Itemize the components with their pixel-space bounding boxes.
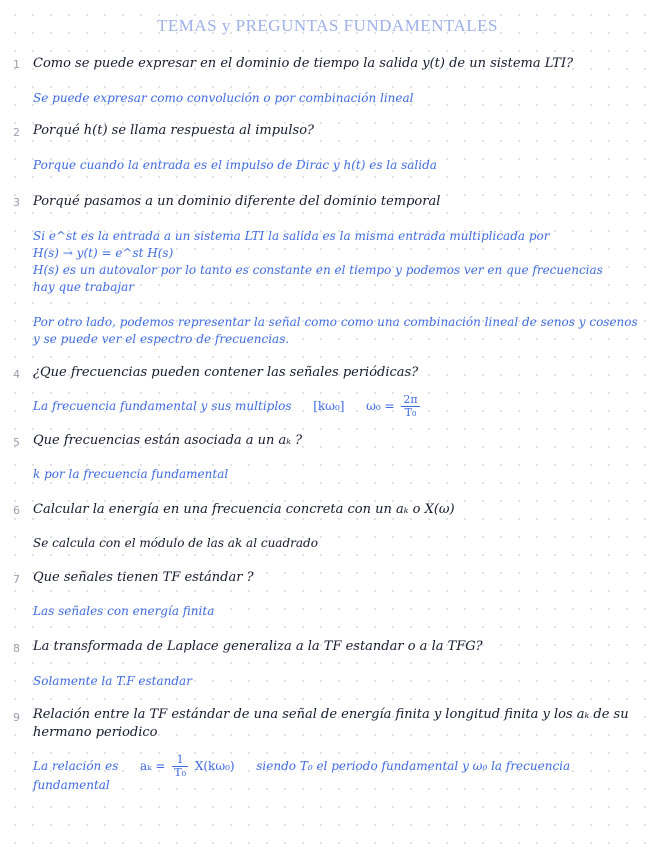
question-number: 4 — [13, 368, 20, 381]
answer-line: k por la frecuencia fundamental — [33, 467, 229, 481]
question-text: La transformada de Laplace generaliza a la TF estandar o a la TFG? — [33, 639, 483, 654]
question-text: Porqué pasamos a un dominio diferente del dominio temporal — [33, 194, 441, 209]
fraction-denominator: T₀ — [404, 406, 417, 419]
answer-line: Se calcula con el módulo de las ak al cuadrado — [33, 536, 318, 550]
answer-line: hay que trabajar — [33, 280, 134, 294]
answer-line: y se puede ver el espectro de frecuencias. — [33, 332, 290, 346]
answer-text — [33, 603, 645, 620]
question-number: 6 — [13, 504, 20, 517]
question-text: Relación entre la TF estándar de una señal de energía finita y longitud finita y los aₖ de su hermano periodico — [33, 707, 629, 740]
question-number: 8 — [13, 642, 20, 655]
question-number: 5 — [13, 436, 20, 449]
answer-line: Solamente la T.F estandar — [33, 674, 192, 688]
ak-lhs: aₖ = — [140, 759, 166, 773]
answer-text — [33, 754, 645, 779]
answer-text — [33, 90, 645, 107]
answer-line: Porque cuando la entrada es el impulso de Dirac y h(t) es la salida — [33, 158, 437, 172]
question-text: Como se puede expresar en el dominio de tiempo la salida y(t) de un sistema LTI? — [33, 56, 574, 71]
answer-text — [33, 673, 645, 690]
answer-text — [33, 314, 645, 348]
answer-text — [33, 228, 645, 296]
answer-line: Por otro lado, podemos representar la señal como como una combinación lineal de senos y cosenos — [33, 315, 638, 329]
fraction-numerator: 2π — [403, 393, 418, 406]
answer-line: Se puede expresar como convolución o por combinación lineal — [33, 91, 414, 105]
question-number: 1 — [13, 58, 20, 71]
answer-rest: siendo T₀ el periodo fundamental y ω₀ la frecuencia — [256, 759, 571, 773]
answer-text — [33, 394, 645, 419]
question-text: ¿Que frecuencias pueden contener las señales periódicas? — [33, 365, 419, 380]
question-text: Calcular la energía en una frecuencia concreta con un aₖ o X(ω) — [33, 502, 455, 517]
question-number: 7 — [13, 573, 20, 586]
question-text: Que frecuencias están asociada a un aₖ ? — [33, 433, 303, 448]
answer-line: H(s) es un autovalor por lo tanto es constante en el tiempo y podemos ver en que frecuencias — [33, 263, 603, 277]
fraction-numerator: 1 — [172, 754, 188, 767]
fraction — [172, 754, 188, 779]
answer-line — [33, 754, 645, 779]
fraction-denominator: T₀ — [174, 766, 186, 779]
answer-text — [33, 777, 645, 794]
answer-prefix: La relación es — [33, 759, 119, 773]
frequency-bracket: [kω₀] — [313, 399, 345, 413]
question-number: 3 — [13, 196, 20, 209]
question-text: Porqué h(t) se llama respuesta al impulso? — [33, 123, 315, 138]
answer-text — [33, 157, 645, 174]
answer-line: fundamental — [33, 778, 110, 792]
answer-line: Si e^st es la entrada a un sistema LTI la salida es la misma entrada multiplicada por — [33, 229, 550, 243]
question-number: 2 — [13, 126, 20, 139]
transform-term: X(kω₀) — [194, 759, 235, 773]
question-number: 9 — [13, 711, 20, 724]
answer-text — [33, 535, 645, 552]
page-title: TEMAS y PREGUNTAS FUNDAMENTALES — [157, 16, 498, 35]
answer-line: H(s) → y(t) = e^st H(s) — [33, 246, 174, 260]
answer-text — [33, 466, 645, 483]
question-text: Que señales tienen TF estándar ? — [33, 570, 254, 585]
fraction — [401, 394, 419, 419]
answer-line: Las señales con energía finita — [33, 604, 215, 618]
omega-lhs: ω₀ = — [366, 399, 395, 413]
answer-line: La frecuencia fundamental y sus multiplos — [33, 399, 292, 413]
